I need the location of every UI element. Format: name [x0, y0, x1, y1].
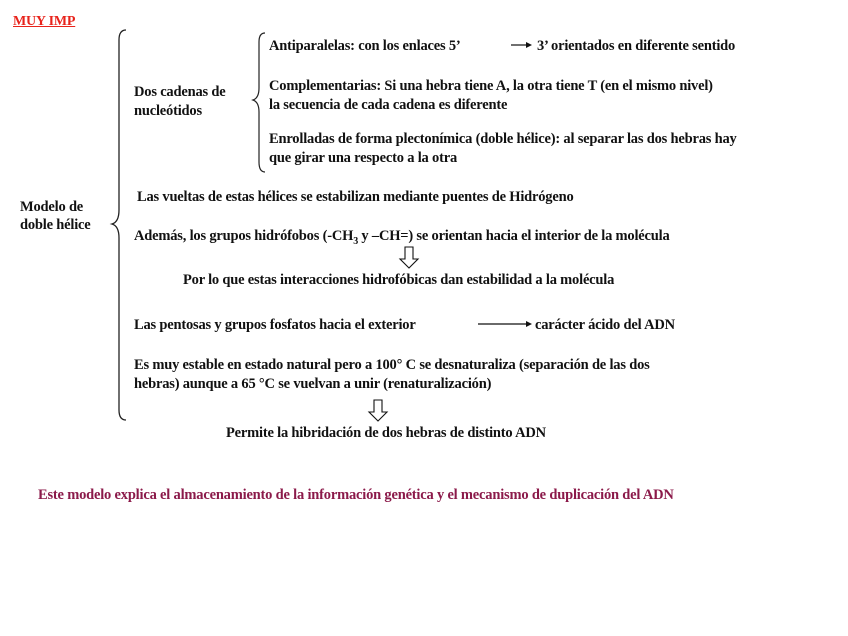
antiparallel-arrow-icon: [526, 42, 532, 48]
pentoses-result: carácter ácido del ADN: [535, 317, 675, 333]
complementary-line1: Complementarias: Si una hebra tiene A, la otra tiene T (en el mismo nivel): [269, 78, 713, 94]
hydrophobic-result: Por lo que estas interacciones hidrofóbicas dan estabilidad a la molécula: [183, 272, 615, 288]
conclusion-text: Este modelo explica el almacenamiento de la información genética y el mecanismo de duplicación del ADN: [38, 487, 674, 503]
antiparallel-text: Antiparalelas: con los enlaces 5’: [269, 38, 461, 54]
coiled-line2: que girar una respecto a la otra: [269, 150, 457, 166]
complementary-line2: la secuencia de cada cadena es diferente: [269, 97, 508, 113]
stable-down-arrow-icon: [369, 400, 387, 421]
important-label: MUY IMP: [13, 14, 76, 29]
model-title-line2: doble hélice: [20, 217, 91, 233]
chains-label-line1: Dos cadenas de: [134, 84, 226, 100]
hydrogen-bonds-text: Las vueltas de estas hélices se estabilizan mediante puentes de Hidrógeno: [137, 189, 574, 205]
hydrophobic-down-arrow-icon: [400, 247, 418, 268]
stability-line1: Es muy estable en estado natural pero a 100° C se desnaturaliza (separación de las dos: [134, 357, 650, 373]
pentoses-text: Las pentosas y grupos fosfatos hacia el exterior: [134, 317, 416, 333]
chains-label-line2: nucleótidos: [134, 103, 202, 119]
hybridization-result: Permite la hibridación de dos hebras de distinto ADN: [226, 425, 546, 441]
stability-line2: hebras) aunque a 65 °C se vuelvan a unir (renaturalización): [134, 376, 492, 392]
coiled-line1: Enrolladas de forma plectonímica (doble hélice): al separar las dos hebras hay: [269, 131, 737, 147]
hydrophobic-text: Además, los grupos hidrófobos ($-CH_3$ y –CH=) se orientan hacia el interior de la molécula: [134, 228, 670, 247]
main-brace-icon: [112, 30, 126, 420]
model-title-line1: Modelo de: [20, 199, 84, 215]
chains-brace-icon: [253, 33, 265, 172]
pentoses-arrow-icon: [526, 321, 532, 327]
antiparallel-orientation: 3’ orientados en diferente sentido: [537, 38, 736, 54]
